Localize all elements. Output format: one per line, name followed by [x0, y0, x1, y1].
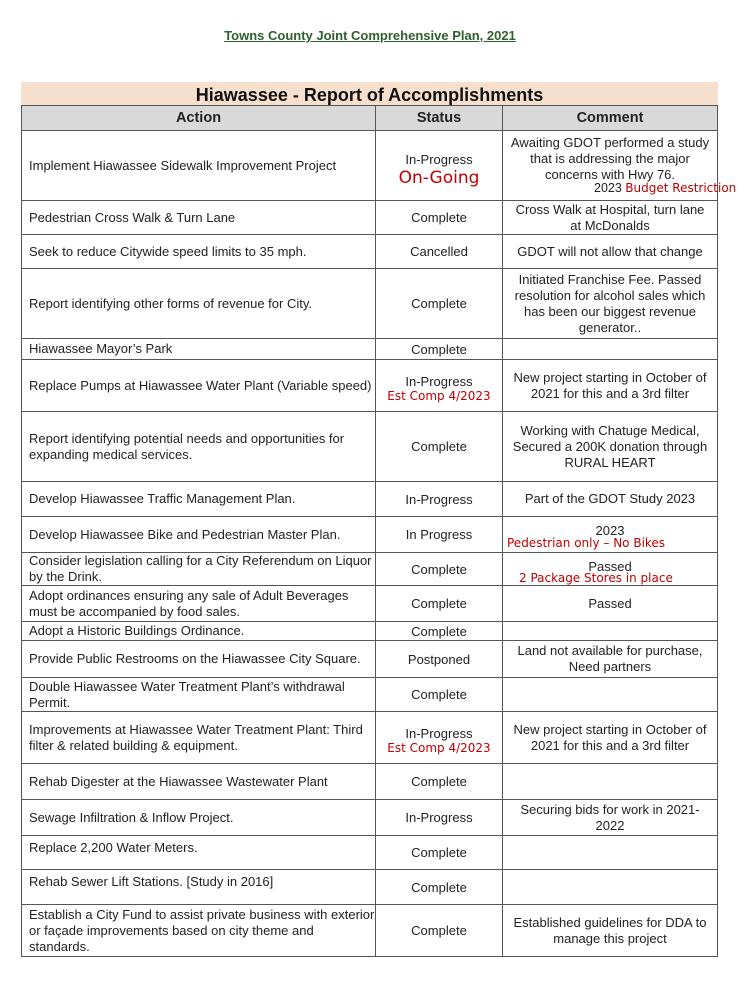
table-row	[22, 586, 718, 622]
table-row	[22, 360, 718, 412]
action-cell: Develop Hiawassee Bike and Pedestrian Master Plan.	[22, 517, 376, 553]
table-row	[22, 905, 718, 957]
comment-cell	[503, 836, 718, 870]
comment-handwritten-note: 2 Package Stores in place	[519, 571, 673, 585]
table-row	[22, 201, 718, 235]
action-cell: Adopt a Historic Buildings Ordinance.	[22, 622, 376, 641]
action-cell: Pedestrian Cross Walk & Turn Lane	[22, 201, 376, 235]
comment-cell	[503, 764, 718, 800]
status-cell: Complete	[376, 553, 503, 586]
column-header-status: Status	[376, 106, 503, 131]
comment-cell	[503, 131, 737, 201]
comment-handwritten-note: Pedestrian only – No Bikes	[507, 536, 666, 550]
action-cell: Replace 2,200 Water Meters.	[22, 836, 376, 870]
status-cell: In Progress	[376, 517, 503, 553]
status-cell: Complete	[376, 622, 503, 641]
table-row	[22, 269, 718, 339]
action-cell: Rehab Sewer Lift Stations. [Study in 2016]	[22, 870, 376, 905]
table-row	[22, 764, 718, 800]
status-text: In-Progress	[405, 726, 473, 741]
comment-cell	[503, 870, 718, 905]
status-cell	[376, 360, 503, 412]
table-row	[22, 622, 718, 641]
status-cell	[376, 131, 503, 201]
table-row	[22, 517, 718, 553]
comment-handwritten-note: Budget Restriction	[625, 181, 737, 195]
comment-cell: Land not available for purchase, Need partners	[503, 641, 718, 678]
status-handwritten-note: Est Comp 4/2023	[387, 741, 491, 755]
action-cell: Improvements at Hiawassee Water Treatment Plant: Third filter & related building & equipment.	[22, 712, 376, 764]
action-cell: Double Hiawassee Water Treatment Plant’s withdrawal Permit.	[22, 678, 376, 712]
table-row	[22, 131, 718, 201]
comment-year: 2023	[594, 181, 622, 195]
comment-cell: Initiated Franchise Fee. Passed resolution for alcohol sales which has been our biggest revenue generator..	[503, 269, 718, 339]
table-row	[22, 800, 718, 836]
table-row	[22, 641, 718, 678]
comment-text: 2023	[595, 522, 625, 538]
status-handwritten-note: On-Going	[398, 167, 480, 188]
status-cell: Complete	[376, 905, 503, 957]
comment-cell	[503, 553, 718, 586]
status-text: In-Progress	[405, 151, 473, 167]
column-header-action: Action	[22, 106, 376, 131]
status-text: In-Progress	[405, 374, 473, 389]
accomplishments-table	[21, 82, 737, 957]
table-row	[22, 235, 718, 269]
status-cell: Cancelled	[376, 235, 503, 269]
comment-cell: New project starting in October of 2021 for this and a 3rd filter	[503, 360, 718, 412]
table-header-row	[22, 106, 718, 131]
action-cell: Report identifying potential needs and opportunities for expanding medical services.	[22, 412, 376, 482]
status-cell: Complete	[376, 269, 503, 339]
action-cell: Adopt ordinances ensuring any sale of Adult Beverages must be accompanied by food sales.	[22, 586, 376, 622]
action-cell: Provide Public Restrooms on the Hiawassee City Square.	[22, 641, 376, 678]
table-row	[22, 870, 718, 905]
status-cell: Complete	[376, 201, 503, 235]
action-cell: Report identifying other forms of revenue for City.	[22, 269, 376, 339]
comment-cell	[503, 678, 718, 712]
table-title: Hiawassee - Report of Accomplishments	[21, 82, 718, 105]
action-cell: Rehab Digester at the Hiawassee Wastewater Plant	[22, 764, 376, 800]
comment-cell: Working with Chatuge Medical, Secured a 200K donation through RURAL HEART	[503, 412, 718, 482]
status-handwritten-note: Est Comp 4/2023	[387, 389, 491, 403]
comment-text: Passed	[588, 559, 632, 574]
comment-cell: Part of the GDOT Study 2023	[503, 482, 718, 517]
comment-cell: Cross Walk at Hospital, turn lane at McDonalds	[503, 201, 718, 235]
table-row	[22, 482, 718, 517]
table-row	[22, 339, 718, 360]
status-cell: Complete	[376, 870, 503, 905]
comment-cell	[503, 622, 718, 641]
status-cell: Complete	[376, 678, 503, 712]
action-cell: Develop Hiawassee Traffic Management Plan.	[22, 482, 376, 517]
status-cell: Complete	[376, 836, 503, 870]
action-cell: Replace Pumps at Hiawassee Water Plant (Variable speed)	[22, 360, 376, 412]
status-cell	[376, 712, 503, 764]
document-header: Towns County Joint Comprehensive Plan, 2021	[224, 28, 516, 43]
table-row	[22, 412, 718, 482]
status-cell: In-Progress	[376, 800, 503, 836]
column-header-comment: Comment	[503, 106, 718, 131]
comment-cell: Passed	[503, 586, 718, 622]
comment-cell: Securing bids for work in 2021-2022	[503, 800, 718, 836]
action-cell: Sewage Infiltration & Inflow Project.	[22, 800, 376, 836]
action-cell: Seek to reduce Citywide speed limits to 35 mph.	[22, 235, 376, 269]
action-cell: Hiawassee Mayor’s Park	[22, 339, 376, 360]
table-row	[22, 678, 718, 712]
status-cell: In-Progress	[376, 482, 503, 517]
table-row	[22, 553, 718, 586]
action-cell: Consider legislation calling for a City Referendum on Liquor by the Drink.	[22, 553, 376, 586]
comment-cell: GDOT will not allow that change	[503, 235, 718, 269]
comment-year-line	[594, 180, 736, 196]
table-row	[22, 836, 718, 870]
status-cell: Complete	[376, 586, 503, 622]
status-cell: Complete	[376, 339, 503, 360]
status-cell: Complete	[376, 764, 503, 800]
status-cell: Complete	[376, 412, 503, 482]
comment-cell: Established guidelines for DDA to manage this project	[503, 905, 718, 957]
status-cell: Postponed	[376, 641, 503, 678]
comment-text: Awaiting GDOT performed a study that is addressing the major concerns with Hwy 76.	[510, 134, 710, 182]
action-cell: Implement Hiawassee Sidewalk Improvement Project	[22, 131, 376, 201]
comment-cell	[503, 339, 718, 360]
table-row	[22, 712, 718, 764]
comment-cell: New project starting in October of 2021 for this and a 3rd filter	[503, 712, 718, 764]
action-cell: Establish a City Fund to assist private business with exterior or façade improvements based on city theme and standards.	[22, 905, 376, 957]
comment-cell	[503, 517, 718, 553]
